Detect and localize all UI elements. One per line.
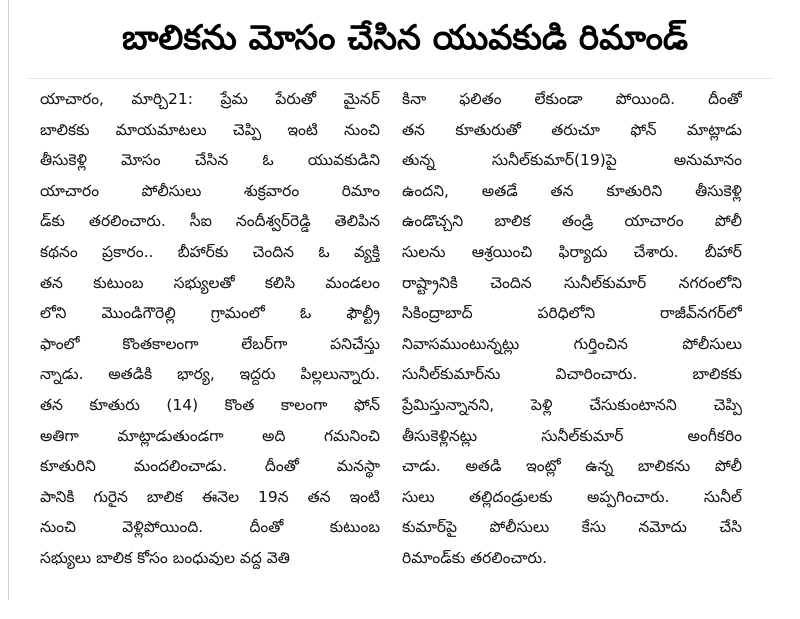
article-text-line: రాష్ట్రానికి చెందిన సునీల్‌కుమార్ నగరంలోని	[402, 273, 742, 292]
article-text-line: ఉండొచ్చని బాలిక తండ్రి యాచారం పోలీ	[402, 212, 742, 231]
article-text-line: కుమార్‌పై పోలీసులు కేసు నమోదు చేసి	[402, 518, 742, 537]
article-text-line: తున్న సునీల్‌కుమార్(19)పై అనుమానం	[402, 151, 742, 170]
article-text-line: తన కూతురుతో తరుచూ ఫోన్ మాట్లాడు	[402, 120, 742, 139]
article-headline: బాలికను మోసం చేసిన యువకుడి రిమాండ్	[121, 18, 689, 58]
article-text-line: ప్రేమిస్తున్నానని, పెళ్లి చేసుకుంటానని చెప్పి	[402, 395, 742, 414]
article-text-line: సులను ఆశ్రయించి ఫిర్యాదు చేశారు. బీహార్	[402, 242, 742, 261]
article-text-line: డ్‌కు తరలించారు. సీఐ నందీశ్వర్‌రెడ్డి తెలిపిన	[40, 212, 380, 231]
article-text-line: సునీల్‌కుమార్‌ను విచారించారు. బాలికకు	[402, 365, 742, 384]
article-text-line: యాచారం పోలీసులు శుక్రవారం రిమాం	[40, 181, 380, 200]
article-text-line: యాచారం, మార్చి21: ప్రేమ పేరుతో మైనర్	[40, 90, 380, 108]
article-text-line: తన కుటుంబ సభ్యులతో కలిసి మండలం	[40, 273, 380, 292]
article-text-line: ఫాంలో కొంతకాలంగా లేబర్‌గా పనిచేస్తు	[40, 334, 380, 353]
article-text-line: సభ్యులు బాలిక కోసం బంధువుల వద్ద వెతి	[40, 548, 290, 567]
article-text-line: లోని మొండిగౌరెల్లి గ్రామంలో ఓ ఫౌల్ట్రీ	[40, 304, 380, 323]
article-text-line: కథనం ప్రకారం.. బీహార్‌కు చెందిన ఓ వ్యక్తి	[40, 242, 380, 261]
page-left-border	[8, 0, 9, 600]
article-text-line: కినా ఫలితం లేకుండా పోయింది. దీంతో	[402, 90, 742, 108]
article-column-right	[402, 84, 742, 574]
article-text-line: కూతురిని మందలించాడు. దీంతో మనస్థా	[40, 457, 380, 476]
article-text-line: అతిగా మాట్లాడుతుండగా అది గమనించి	[40, 426, 380, 445]
article-text-line: రిమాండ్‌కు తరలించారు.	[402, 548, 548, 567]
article-text-line: తన కూతురు (14) కొంత కాలంగా ఫోన్	[40, 395, 380, 414]
headline-divider	[28, 78, 773, 79]
article-text-line: న్నాడు. అతడికి భార్య, ఇద్దరు పిల్లలున్నారు.	[40, 365, 380, 384]
article-text-line: సులు తల్లిదండ్రులకు అప్పగించారు. సునీల్	[402, 487, 742, 506]
article-text-line: నుంచి వెళ్లిపోయింది. దీంతో కుటుంబ	[40, 518, 380, 537]
article-text-line: ఉందని, అతడే తన కూతురిని తీసుకెళ్లి	[402, 181, 742, 200]
article-column-left	[40, 84, 380, 574]
article-text-line: చాడు. అతడి ఇంట్లో ఉన్న బాలికను పోలీ	[402, 457, 742, 476]
article-text-line: సికింద్రాబాద్ పరిధిలోని రాజీవ్‌నగర్‌లో	[402, 304, 742, 323]
article-text-line: నివాసముంటున్నట్లు గుర్తించిన పోలీసులు	[402, 334, 742, 353]
article-text-line: తీసుకెళ్లి మోసం చేసిన ఓ యువకుడిని	[40, 151, 380, 170]
article-text-line: పానికి గురైన బాలిక ఈనెల 19న తన ఇంటి	[40, 487, 380, 506]
article-text-line: తీసుకెళ్లినట్లు సునీల్‌కుమార్ అంగీకరిం	[402, 426, 742, 445]
article-text-line: బాలికకు మాయమాటలు చెప్పి ఇంటి నుంచి	[40, 120, 380, 139]
